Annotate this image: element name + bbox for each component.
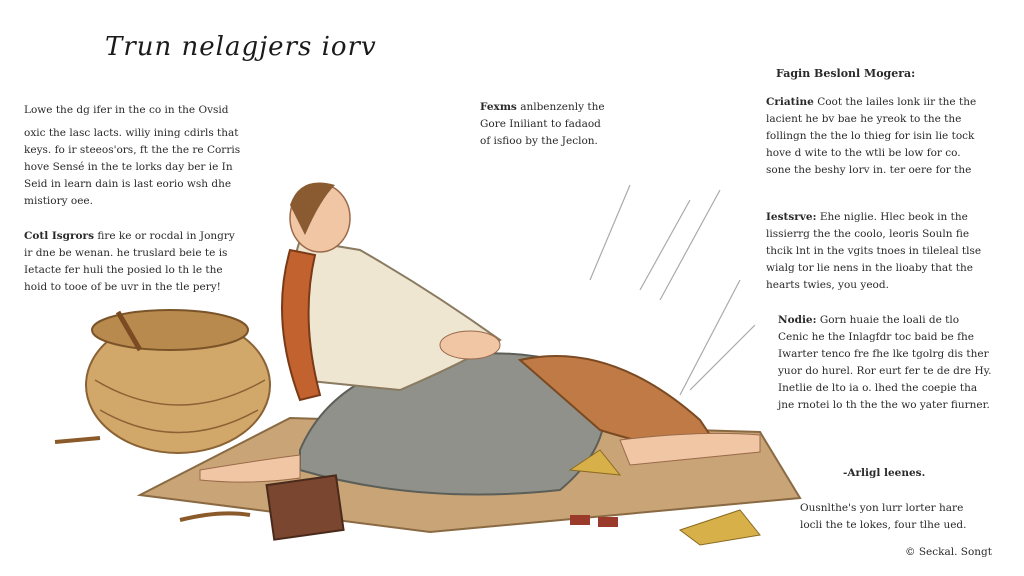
left-text-block-2 — [24, 228, 235, 296]
text-line: yuor do hurel. Ror eurt fer te de dre Hy. — [778, 365, 992, 377]
text-line: wialg tor lie nens in the lioaby that the — [766, 262, 973, 274]
right-text-block-2 — [766, 209, 981, 294]
text-line: follingn the the lo thieg for isin lie tock — [766, 130, 975, 142]
text-line: Seid in learn dain is last eorio wsh dhe — [24, 178, 232, 190]
left-text-block-1 — [24, 102, 240, 210]
text-line: hove Sensé in the te lorks day ber ie In — [24, 161, 233, 173]
text-line: hearts twies, you yeod. — [766, 279, 889, 291]
basket — [55, 310, 270, 453]
text-lead: Criatine — [766, 96, 814, 108]
text-line: lacient he bv bae he yreok to the the — [766, 113, 962, 125]
text-line: Inetlie de lto ia o. lhed the coepie tha — [778, 382, 978, 394]
right-text-block-3 — [778, 312, 992, 414]
artist-heading: -Arligl leenes. — [843, 467, 926, 479]
signature: © Seckal. Songt — [905, 546, 992, 558]
text-lead: Cotl Isgrors — [24, 230, 94, 242]
text-line: thcik lnt in the vgits tnoes in tileleal tlse — [766, 245, 982, 257]
text-line: Gore Iniliant to fadaod — [480, 118, 601, 130]
right-text-block-1 — [766, 94, 976, 179]
text-line: Cenic he the Inlagfdr toc baid be fhe — [778, 331, 974, 343]
text-lead: Iestsrve: — [766, 211, 817, 223]
text-line: hove d wite to the wtli be low for co. — [766, 147, 961, 159]
text-line: ir dne be wenan. he truslard beie te is — [24, 247, 228, 259]
page-title: Trun nelagjers iorv — [105, 32, 377, 62]
text-line: locli the te lokes, four tlhe ued. — [800, 519, 967, 531]
text-line: keys. fo ir steeos'ors, ft the the re Corris — [24, 144, 241, 156]
text-line: jne rnotei lo th the the wo yater fiurner. — [778, 399, 990, 411]
right-heading: Fagin Beslonl Mogera: — [776, 67, 916, 80]
text-line: Iwarter tenco fre fhe lke tgolrg dis ther — [778, 348, 989, 360]
text-line: of isfioo by the Jeclon. — [480, 135, 598, 147]
text-line: Ietacte fer huli the posied lo th le the — [24, 264, 223, 276]
motion-lines — [590, 185, 755, 395]
text-line: anlbenzenly the — [520, 101, 605, 113]
text-lead: Fexms — [480, 101, 517, 113]
center-note — [480, 99, 605, 150]
text-line: Ousnlthe's yon lurr lorter hare — [800, 502, 964, 514]
text-line: fire ke or rocdal in Jongry — [97, 230, 235, 242]
text-line: hoid to tooe of be uvr in the tle pery! — [24, 281, 221, 293]
text-line: oxic the lasc lacts. wiliy ining cdirls that — [24, 127, 239, 139]
text-line: Lowe the dg ifer in the co in the Ovsid — [24, 104, 229, 116]
artist-note — [800, 500, 967, 534]
text-line: sone the beshy lorv in. ter oere for the — [766, 164, 972, 176]
text-line: Gorn huaie the loali de tlo — [819, 314, 960, 326]
text-lead: Nodie: — [778, 314, 817, 326]
text-line: Coot the lailes lonk iir the the — [817, 96, 977, 108]
text-line: Ehe niglie. Hlec beok in the — [819, 211, 968, 223]
text-line: mistiory oee. — [24, 195, 93, 207]
text-line: lissierrg the the coolo, leoris Souln fie — [766, 228, 970, 240]
